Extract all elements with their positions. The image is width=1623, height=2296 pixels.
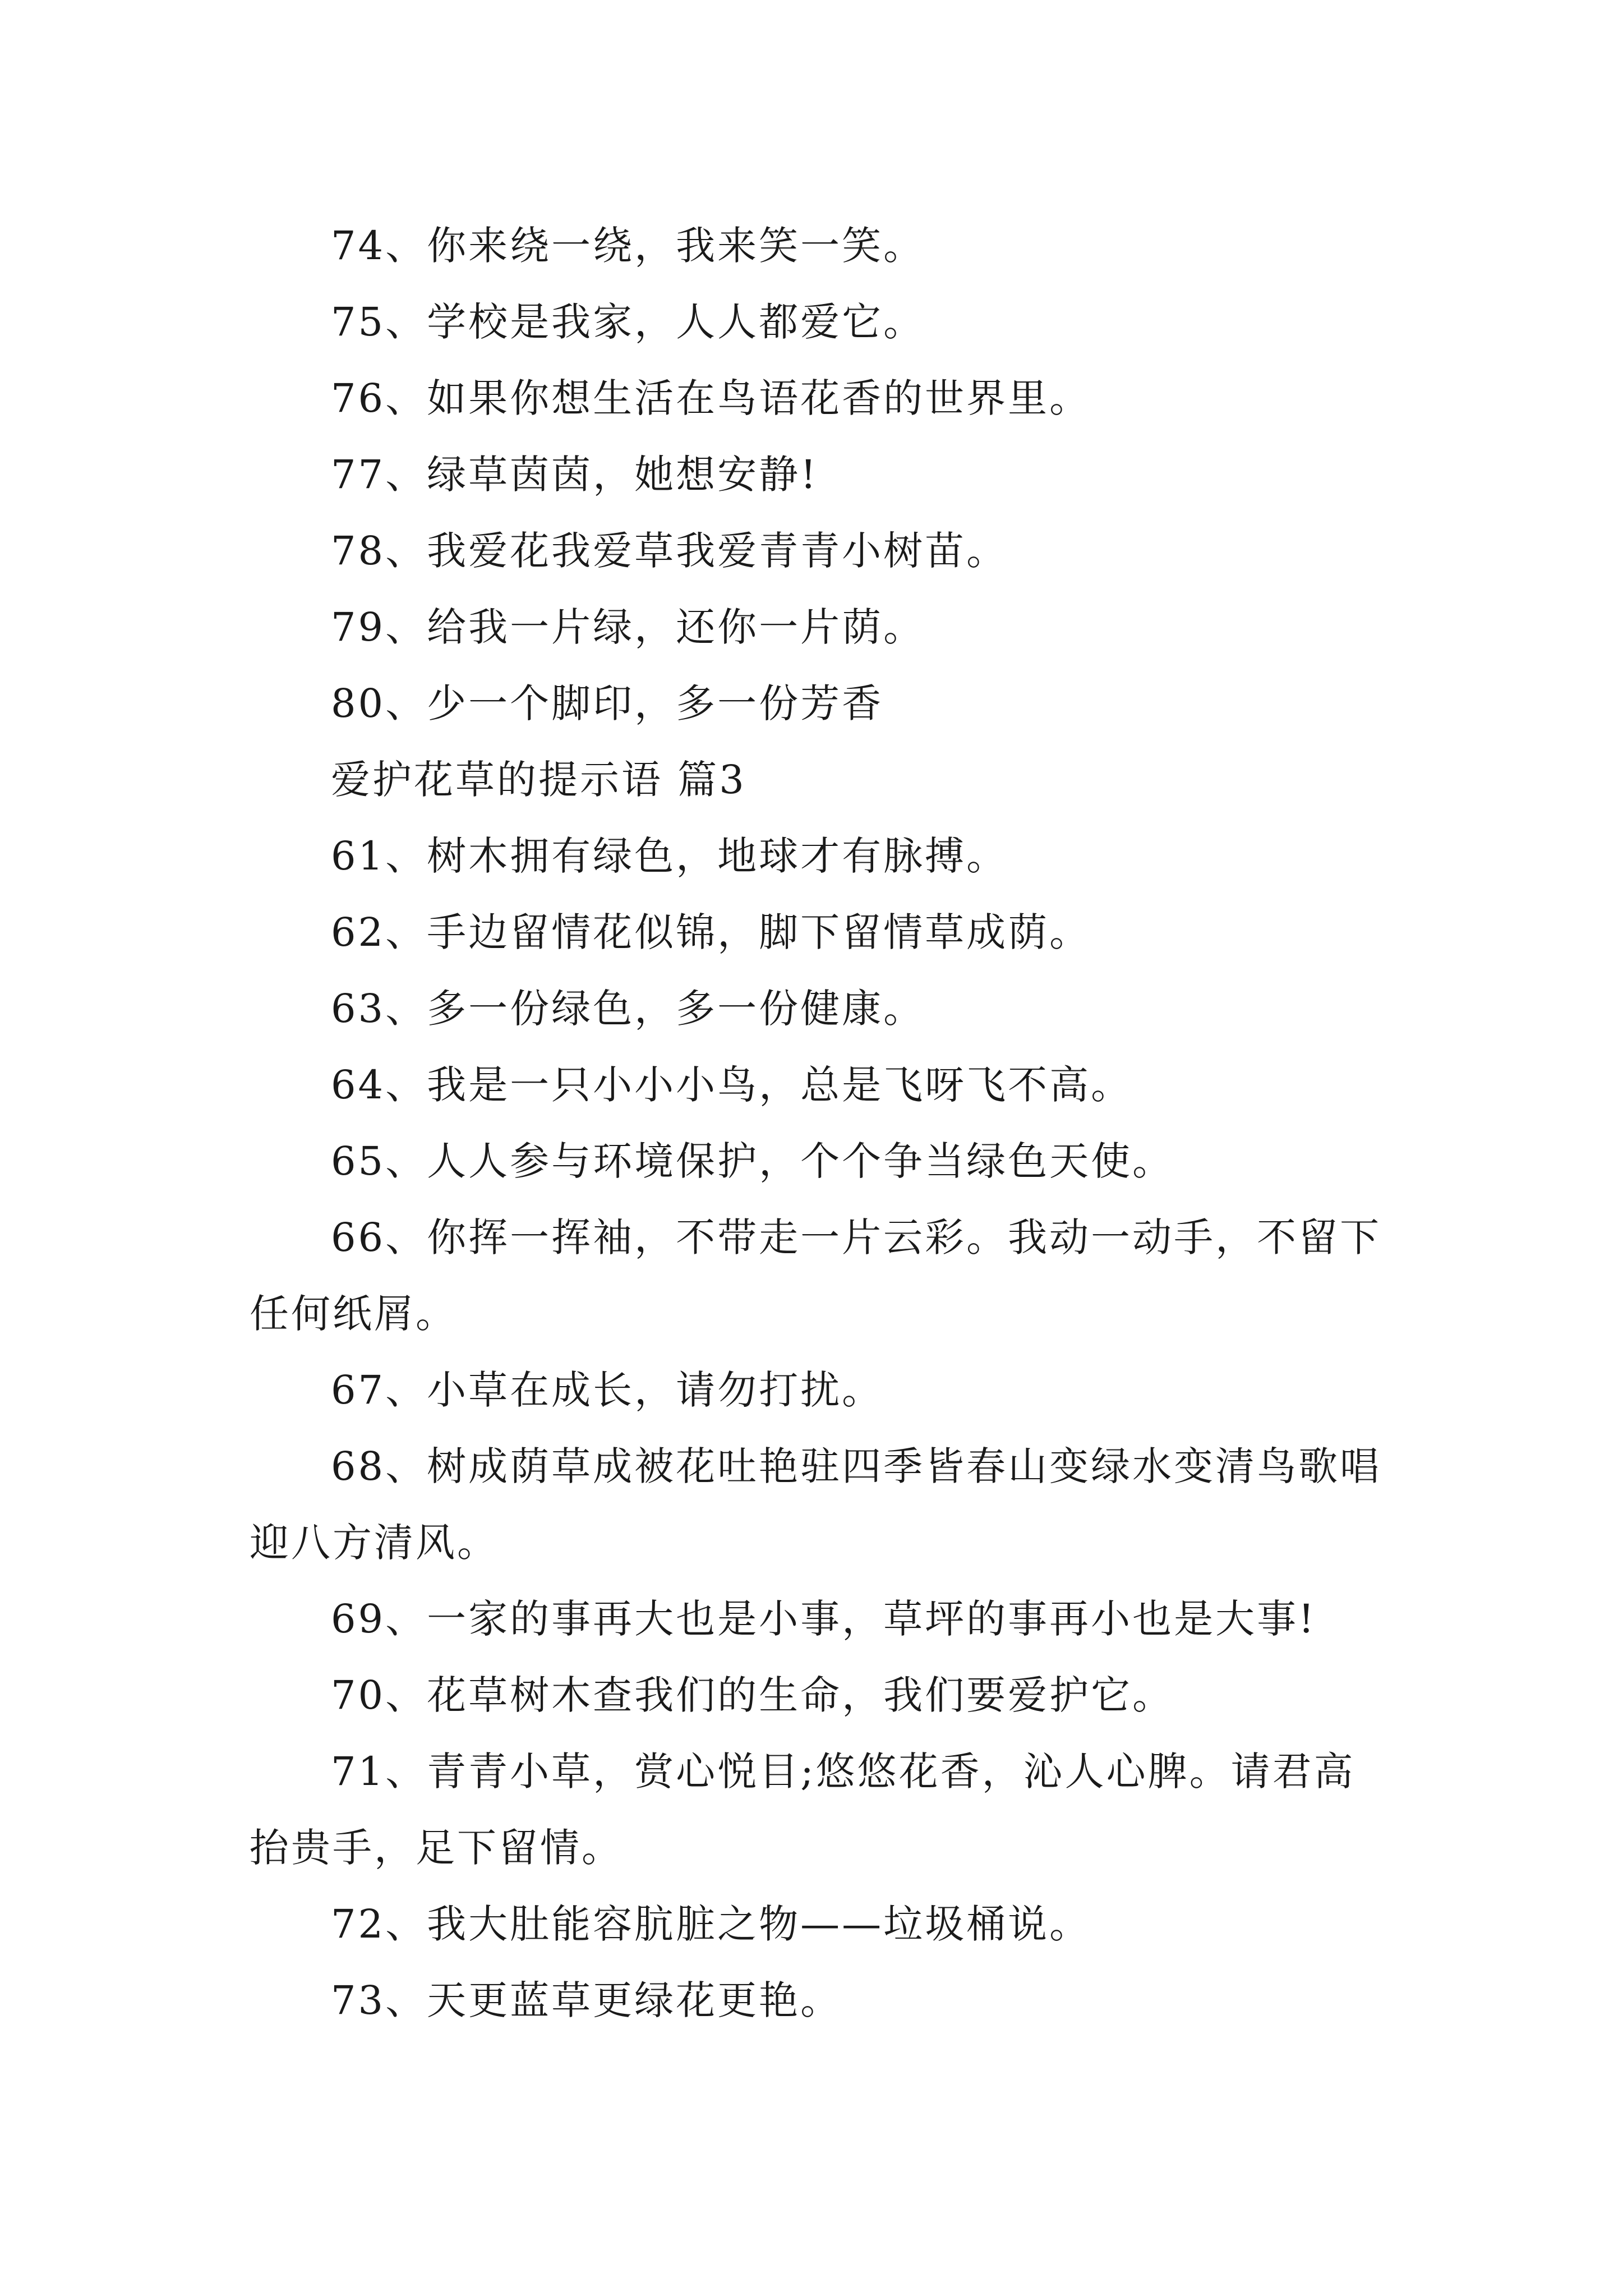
slogan-69: 69、一家的事再大也是小事，草坪的事再小也是大事! xyxy=(331,1596,1317,1642)
slogan-72: 72、我大肚能容肮脏之物——垃圾桶说。 xyxy=(331,1901,1091,1947)
slogan-64: 64、我是一只小小小鸟，总是飞呀飞不高。 xyxy=(331,1062,1133,1108)
slogan-67: 67、小草在成长，请勿打扰。 xyxy=(331,1367,884,1413)
slogan-76: 76、如果你想生活在鸟语花香的世界里。 xyxy=(331,375,1091,421)
slogan-71: 71、青青小草，赏心悦目;悠悠花香，沁人心脾。请君高抬贵手，足下留情。 xyxy=(250,1749,1355,1871)
document-body xyxy=(250,208,1394,2039)
slogan-78: 78、我爱花我爱草我爱青青小树苗。 xyxy=(331,528,1008,574)
slogan-61: 61、树木拥有绿色，地球才有脉搏。 xyxy=(331,833,1008,879)
slogan-66: 66、你挥一挥袖，不带走一片云彩。我动一动手，不留下任何纸屑。 xyxy=(250,1214,1382,1337)
slogan-79: 79、给我一片绿，还你一片荫。 xyxy=(331,604,925,650)
slogan-62: 62、手边留情花似锦，脚下留情草成荫。 xyxy=(331,909,1091,955)
slogan-65: 65、人人参与环境保护，个个争当绿色天使。 xyxy=(331,1138,1174,1184)
slogan-75: 75、学校是我家，人人都爱它。 xyxy=(331,299,925,345)
slogan-73: 73、天更蓝草更绿花更艳。 xyxy=(331,1977,842,2023)
section-heading: 爱护花草的提示语 篇3 xyxy=(331,757,746,803)
slogan-80: 80、少一个脚印，多一份芳香 xyxy=(331,680,884,726)
slogan-70: 70、花草树木查我们的生命，我们要爱护它。 xyxy=(331,1672,1174,1718)
slogan-74: 74、你来绕一绕，我来笑一笑。 xyxy=(331,223,925,269)
slogan-68: 68、树成荫草成被花吐艳驻四季皆春山变绿水变清鸟歌唱迎八方清风。 xyxy=(250,1443,1382,1566)
slogan-63: 63、多一份绿色，多一份健康。 xyxy=(331,986,925,1032)
slogan-77: 77、绿草茵茵，她想安静! xyxy=(331,452,819,498)
